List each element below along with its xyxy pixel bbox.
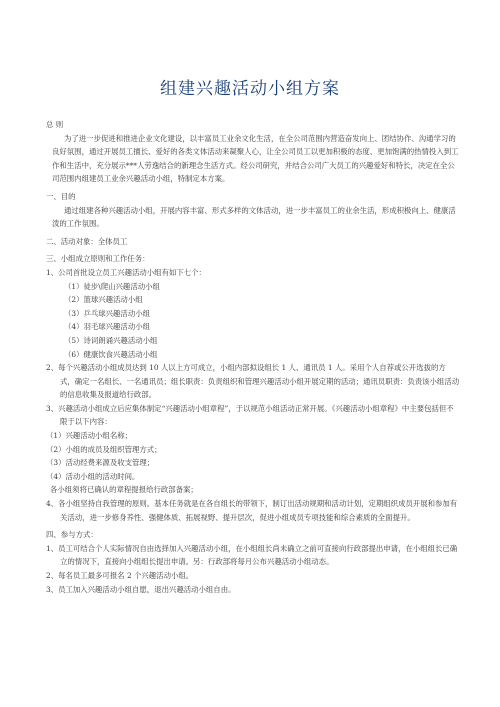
group-item: （6）健康饮食兴趣活动小组 bbox=[64, 349, 158, 359]
section3-item2: 2、每个兴趣活动小组成员达到 10 人以上方可成立，小组内部拟设组长 1 人、通讯员 1 人。采用个人自荐或公开选拔的方式，确定一名组长、一名通讯员；组长职责：负责组织和管理兴趣活动小组开展定期的活动；通讯员职责：负责该小组活动的信息收集及报道给行政部。 bbox=[46, 363, 460, 400]
section4-item: 1、员工可结合个人实际情况自由选择加入兴趣活动小组，在小组组长尚未确立之前可直接向行政部提出申请，在小组组长已确立的情况下，直接向小组组长提出申请。另：行政部将每月公布兴趣活动小组动态。 bbox=[46, 543, 458, 567]
section3-item3: 3、兴趣活动小组成立后应集体制定“兴趣活动小组章程”，于以规范小组活动正常开展。《兴趣活动小组章程》中主要包括但不限于以下内容： bbox=[46, 403, 454, 427]
section4-item: 2、每名员工最多可报名 2 个兴趣活动小组。 bbox=[46, 571, 194, 580]
group-item: （3）乒乓球兴趣活动小组 bbox=[64, 308, 151, 318]
group-item: （1）徒步\爬山兴趣活动小组 bbox=[64, 281, 160, 291]
section1-heading: 一、目的 bbox=[46, 191, 76, 201]
general-heading: 总 则 bbox=[46, 120, 64, 129]
document-body bbox=[46, 118, 460, 596]
section3-item1: 1、公司首批设立员工兴趣活动小组有如下七个： bbox=[46, 267, 206, 277]
section4-heading: 四、参与方式： bbox=[46, 530, 98, 540]
charter-item: （2）小组的成员及组织管理方式； bbox=[46, 444, 162, 454]
group-item: （4）羽毛球兴趣活动小组 bbox=[64, 322, 151, 332]
section1-text: 通过组建各种兴趣活动小组，开展内容丰富、形式多样的文体活动，进一步丰富员工的业余生活，形成积极向上、健康活泼的工作氛围。 bbox=[52, 205, 456, 229]
charter-item: （3）活动经费来源及收支管理； bbox=[46, 458, 155, 468]
charter-item: （4）活动小组的活动时间。 bbox=[46, 471, 140, 481]
document-title: 组建兴趣活动小组方案 bbox=[160, 79, 340, 99]
section2-heading: 二、活动对象：全体员工 bbox=[46, 236, 128, 246]
general-text: 为了进一步促进和推进企业文化建设，以丰富员工业余文化生活，在全公司范围内营造奋发向上、团结协作、沟通学习的良好氛围，通过开展员工擅长、爱好的各类文体活动来凝聚人心，让全公司员工以更加积极的态度、更加饱满的热情投入到工作和生活中，充分展示***人劳逸结合的新理念生活方式。经公司研究，并结合公司广大员工的兴趣爱好和特长，决定在全公司范围内组建员工业余兴趣活动小组，特制定本方案。 bbox=[52, 133, 459, 184]
charter-note: 各小组须将已确认的章程提报给行政部备案； bbox=[50, 485, 198, 495]
group-item: （5）诗词朗诵兴趣活动小组 bbox=[64, 335, 158, 345]
section4-item: 3、员工加入兴趣活动小组自愿，退出兴趣活动小组自由。 bbox=[46, 584, 236, 594]
section3-item4: 4、各小组坚持自我管理的原则。基本任务就是在各自组长的带领下，制订出活动规期和活动计划，定期组织成员开展和参加有关活动，进一步修身养性、强健体质、拓展视野、提升层次，促进小组成员专项技能和综合素质的全面提升。 bbox=[46, 499, 458, 522]
group-item: （2）篮球兴趣活动小组 bbox=[64, 295, 143, 305]
section3-heading: 三、小组成立原则和工作任务： bbox=[46, 254, 150, 264]
charter-item: （1）兴趣活动小组名称； bbox=[46, 431, 133, 441]
